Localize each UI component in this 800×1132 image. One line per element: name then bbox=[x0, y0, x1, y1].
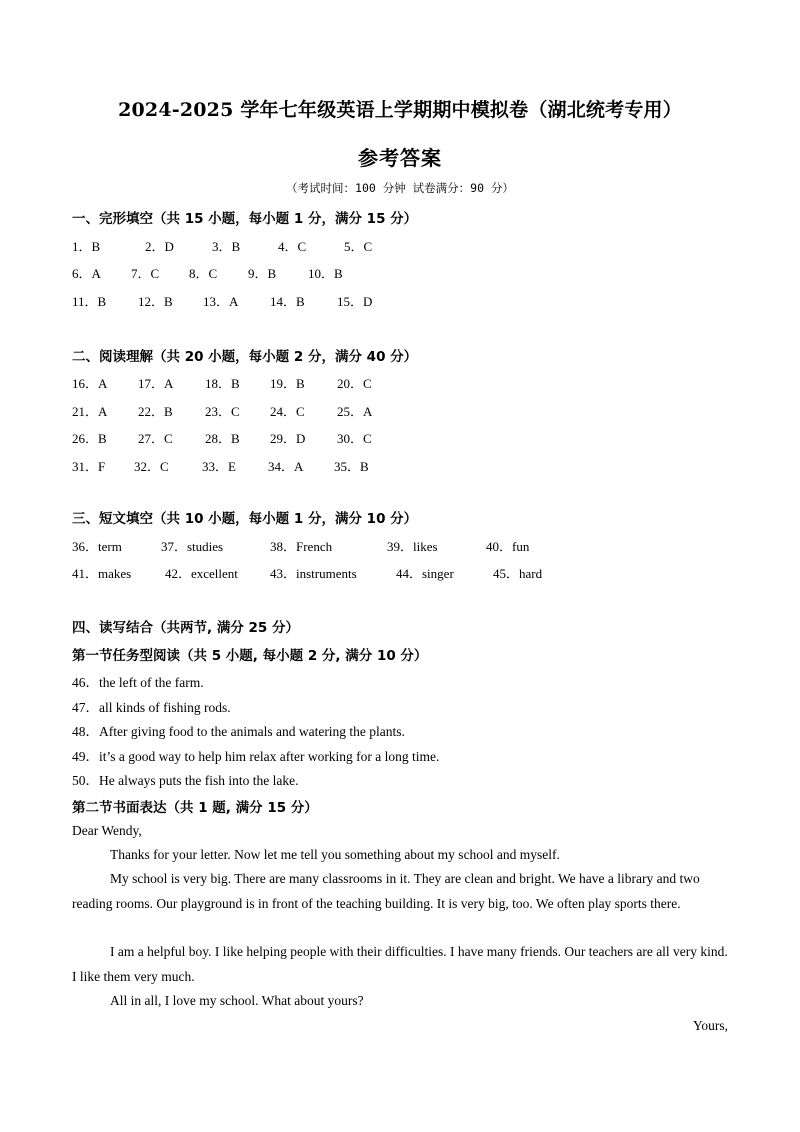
answer-item: 32．C bbox=[134, 459, 169, 474]
answer-item: 43．instruments bbox=[270, 566, 357, 581]
answer-item: 16．A bbox=[72, 376, 108, 391]
answer-line: 47．all kinds of fishing rods. bbox=[72, 700, 231, 715]
answer-item: 3．B bbox=[212, 239, 241, 254]
answer-item: 22．B bbox=[138, 404, 173, 419]
answer-item: 37．studies bbox=[161, 539, 224, 554]
answer-item: 34．A bbox=[268, 459, 304, 474]
answer-item: 18．B bbox=[205, 376, 240, 391]
page-subtitle: 参考答案 bbox=[358, 146, 442, 170]
answer-item: 31．F bbox=[72, 459, 106, 474]
answer-item: 29．D bbox=[270, 431, 306, 446]
answer-item: 36．term bbox=[72, 539, 122, 554]
answer-item: 25．A bbox=[337, 404, 373, 419]
letter-paragraph: I am a helpful boy. I like helping people with their difficulties. I have many friends. Our teachers are all very kind. I like them very much. bbox=[72, 944, 728, 984]
section-heading-reading: 二、阅读理解（共 20 小题，每小题 2 分，满分 40 分） bbox=[72, 349, 418, 365]
answer-item: 15．D bbox=[337, 294, 373, 309]
answer-item: 45．hard bbox=[493, 566, 543, 581]
answer-item: 9．B bbox=[248, 266, 277, 281]
answer-item: 5．C bbox=[344, 239, 373, 254]
letter-greeting: Dear Wendy, bbox=[72, 823, 142, 838]
letter-closing: Yours, bbox=[692, 1018, 728, 1033]
page-title: 2024-2025 学年七年级英语上学期期中模拟卷（湖北统考专用） bbox=[118, 99, 682, 121]
answer-item: 28．B bbox=[205, 431, 240, 446]
answer-item: 30．C bbox=[337, 431, 372, 446]
answer-item: 38．French bbox=[270, 539, 333, 554]
answer-item: 24．C bbox=[270, 404, 305, 419]
answer-line: 48．After giving food to the animals and watering the plants. bbox=[72, 724, 405, 739]
section-heading-fill-in: 三、短文填空（共 10 小题，每小题 1 分，满分 10 分） bbox=[72, 511, 418, 527]
part-heading-writing: 第二节书面表达（共 1 题, 满分 15 分） bbox=[72, 800, 318, 816]
letter-paragraph: Thanks for your letter. Now let me tell you something about my school and myself. bbox=[110, 847, 560, 862]
answer-line: 49．it’s a good way to help him relax after working for a long time. bbox=[72, 749, 440, 764]
answer-item: 10．B bbox=[308, 266, 343, 281]
answer-item: 1．B bbox=[72, 239, 101, 254]
answer-item: 33．E bbox=[202, 459, 236, 474]
section-heading-cloze: 一、完形填空（共 15 小题，每小题 1 分，满分 15 分） bbox=[72, 211, 418, 227]
answer-item: 14．B bbox=[270, 294, 305, 309]
answer-item: 20．C bbox=[337, 376, 372, 391]
part-heading-task-reading: 第一节任务型阅读（共 5 小题, 每小题 2 分, 满分 10 分） bbox=[72, 648, 428, 664]
answer-item: 12．B bbox=[138, 294, 173, 309]
answer-item: 35．B bbox=[334, 459, 369, 474]
answer-item: 27．C bbox=[138, 431, 173, 446]
exam-info: （考试时间：100 分钟 试卷满分：90 分） bbox=[286, 181, 514, 195]
answer-item: 42．excellent bbox=[165, 566, 238, 581]
letter-paragraph: All in all, I love my school. What about yours? bbox=[110, 993, 364, 1008]
answer-item: 41．makes bbox=[72, 566, 132, 581]
answer-item: 23．C bbox=[205, 404, 240, 419]
section-heading-read-write: 四、读写结合（共两节, 满分 25 分） bbox=[72, 620, 300, 636]
answer-item: 2．D bbox=[145, 239, 174, 254]
answer-item: 19．B bbox=[270, 376, 305, 391]
answer-item: 44．singer bbox=[396, 566, 454, 581]
answer-item: 17．A bbox=[138, 376, 174, 391]
answer-item: 26．B bbox=[72, 431, 107, 446]
answer-line: 46．the left of the farm. bbox=[72, 675, 204, 690]
letter-paragraph: My school is very big. There are many classrooms in it. They are clean and bright. We have a library and two reading rooms. Our playground is in front of the teaching building. It is very big, too. We often play sports there. bbox=[72, 871, 700, 911]
answer-item: 6．A bbox=[72, 266, 101, 281]
answer-line: 50．He always puts the fish into the lake. bbox=[72, 773, 299, 788]
answer-item: 21．A bbox=[72, 404, 108, 419]
answer-item: 4．C bbox=[278, 239, 307, 254]
answer-item: 40．fun bbox=[486, 539, 530, 554]
answer-item: 11．B bbox=[72, 294, 107, 309]
answer-item: 39．likes bbox=[387, 539, 438, 554]
answer-item: 7．C bbox=[131, 266, 160, 281]
answer-item: 13．A bbox=[203, 294, 239, 309]
answer-item: 8．C bbox=[189, 266, 218, 281]
